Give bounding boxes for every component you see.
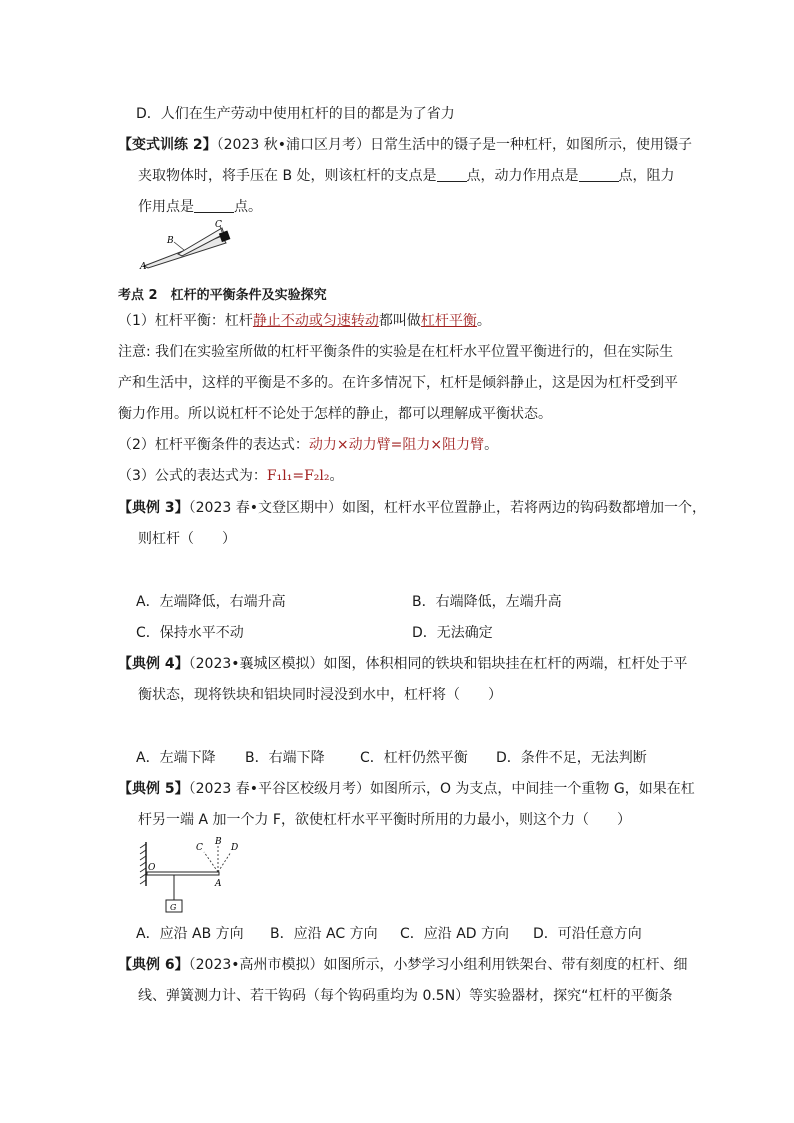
fig-label-c: C [215, 220, 222, 230]
ex6-text1: （2023•高州市模拟）如图所示，小梦学习小组利用铁架台、带有刻度的杠杆、细 [188, 957, 688, 973]
variant2-label: 【变式训练 2】 [118, 137, 217, 153]
p1-highlight-1: 静止不动或匀速转动 [252, 313, 379, 329]
ex5-option-a[interactable]: A．应沿 AB 方向 [136, 926, 244, 942]
section2-p1 [118, 311, 491, 331]
variant2-text1: （2023 秋•浦口区月考）日常生活中的镊子是一种杠杆，如图所示，使用镊子 [216, 137, 692, 153]
section2-p3 [118, 466, 343, 486]
ex3-option-b[interactable]: B．右端降低，左端升高 [412, 594, 562, 610]
p1-text-c: 。 [476, 313, 491, 329]
note-line1: 注意: 我们在实验室所做的杠杆平衡条件的实验是在杠杆水平位置平衡进行的，但在实际生 [118, 344, 674, 360]
variant2-line3 [138, 197, 262, 217]
fig-label-b: B [215, 837, 222, 847]
ex3-option-d[interactable]: D．无法确定 [412, 625, 493, 641]
ex6-line2: 线、弹簧测力计、若干钩码（每个钩码重均为 0.5N）等实验器材，探究“杠杆的平衡条 [138, 988, 673, 1004]
ex6-label: 【典例 6】 [118, 957, 189, 973]
force-line-ac [204, 852, 218, 872]
ex6-line1 [118, 955, 688, 975]
ex3-label: 【典例 3】 [118, 500, 189, 516]
ex4-option-a[interactable]: A．左端下降 [136, 750, 216, 766]
fig-label-a: A [215, 879, 222, 889]
p3-formula: F₁l₁=F₂l₂ [266, 468, 330, 484]
ex5-option-d[interactable]: D．可沿任意方向 [533, 926, 642, 942]
section2-title: 考点 2 杠杆的平衡条件及实验探究 [118, 288, 327, 303]
variant2-text2a: 夹取物体时，将手压在 B 处，则该杠杆的支点是 [138, 168, 437, 184]
lever-figure [138, 834, 248, 914]
variant2-text2c: 点，阻力 [618, 168, 675, 184]
wall-hatching [140, 844, 146, 884]
ex5-line2: 杆另一端 A 加一个力 F，欲使杠杆水平平衡时所用的力最小，则这个力（ ） [138, 812, 631, 828]
p1-text-a: （1）杠杆平衡：杠杆 [118, 313, 253, 329]
p2-text-a: （2）杠杆平衡条件的表达式： [118, 437, 309, 453]
ex3-line2: 则杠杆（ ） [138, 531, 236, 547]
p3-text-a: （3）公式的表达式为： [118, 468, 267, 484]
fig-label-g: G [170, 903, 177, 912]
p2-formula-words: 动力×动力臂=阻力×阻力臂 [308, 437, 485, 453]
fig-label-a: A [140, 262, 147, 270]
section2-p2 [118, 435, 498, 455]
p2-text-c: 。 [484, 437, 499, 453]
ex3-text1: （2023 春•文登区期中）如图，杠杆水平位置静止，若将两边的钩码数都增加一个， [188, 500, 706, 516]
ex5-line1 [118, 779, 695, 799]
prev-question-option-d: D．人们在生产劳动中使用杠杆的目的都是为了省力 [136, 106, 455, 122]
force-line-ad [218, 852, 231, 872]
note-line2: 产和生活中，这样的平衡是不多的。在许多情况下，杠杆是倾斜静止，这是因为杠杆受到平 [118, 375, 678, 391]
variant2-line2 [138, 166, 675, 186]
variant2-text3a: 作用点是 [138, 199, 194, 215]
answer-blank-load-point[interactable] [194, 198, 234, 213]
p3-text-c: 。 [329, 468, 344, 484]
ex4-text1: （2023•襄城区模拟）如图，体积相同的铁块和铝块挂在杠杆的两端，杠杆处于平 [188, 656, 688, 672]
ex3-option-a[interactable]: A．左端降低，右端升高 [136, 594, 286, 610]
p1-highlight-2: 杠杆平衡 [420, 313, 477, 329]
p1-text-b: 都叫做 [378, 313, 421, 329]
ex5-text1: （2023 春•平谷区校级月考）如图所示，O 为支点，中间挂一个重物 G，如果在杠 [188, 781, 695, 797]
ex3-option-c[interactable]: C．保持水平不动 [136, 625, 244, 641]
note-line3: 衡力作用。所以说杠杆不论处于怎样的静止，都可以理解成平衡状态。 [118, 406, 552, 422]
ex4-option-d[interactable]: D．条件不足，无法判断 [496, 750, 647, 766]
fig-label-d: D [231, 843, 239, 853]
ex5-option-c[interactable]: C．应沿 AD 方向 [400, 926, 510, 942]
ex4-line1 [118, 654, 688, 674]
variant2-text3b: 点。 [234, 199, 262, 215]
fig-label-c: C [196, 843, 203, 853]
tweezers-figure [138, 218, 238, 270]
answer-blank-fulcrum[interactable] [437, 167, 467, 182]
answer-blank-effort-point[interactable] [579, 167, 619, 182]
ex5-option-b[interactable]: B．应沿 AC 方向 [270, 926, 378, 942]
fig-label-b: B [167, 236, 174, 246]
ex4-line2: 衡状态，现将铁块和铝块同时浸没到水中，杠杆将（ ） [138, 687, 502, 703]
ex4-option-c[interactable]: C．杠杆仍然平衡 [360, 750, 468, 766]
variant2-text2b: 点，动力作用点是 [466, 168, 579, 184]
ex3-line1 [118, 498, 706, 518]
ex4-option-b[interactable]: B．右端下降 [245, 750, 325, 766]
fig-label-o: O [148, 863, 156, 873]
lever-bar [147, 872, 219, 875]
ex4-label: 【典例 4】 [118, 656, 189, 672]
ex5-label: 【典例 5】 [118, 781, 189, 797]
variant2-line1 [118, 135, 692, 155]
